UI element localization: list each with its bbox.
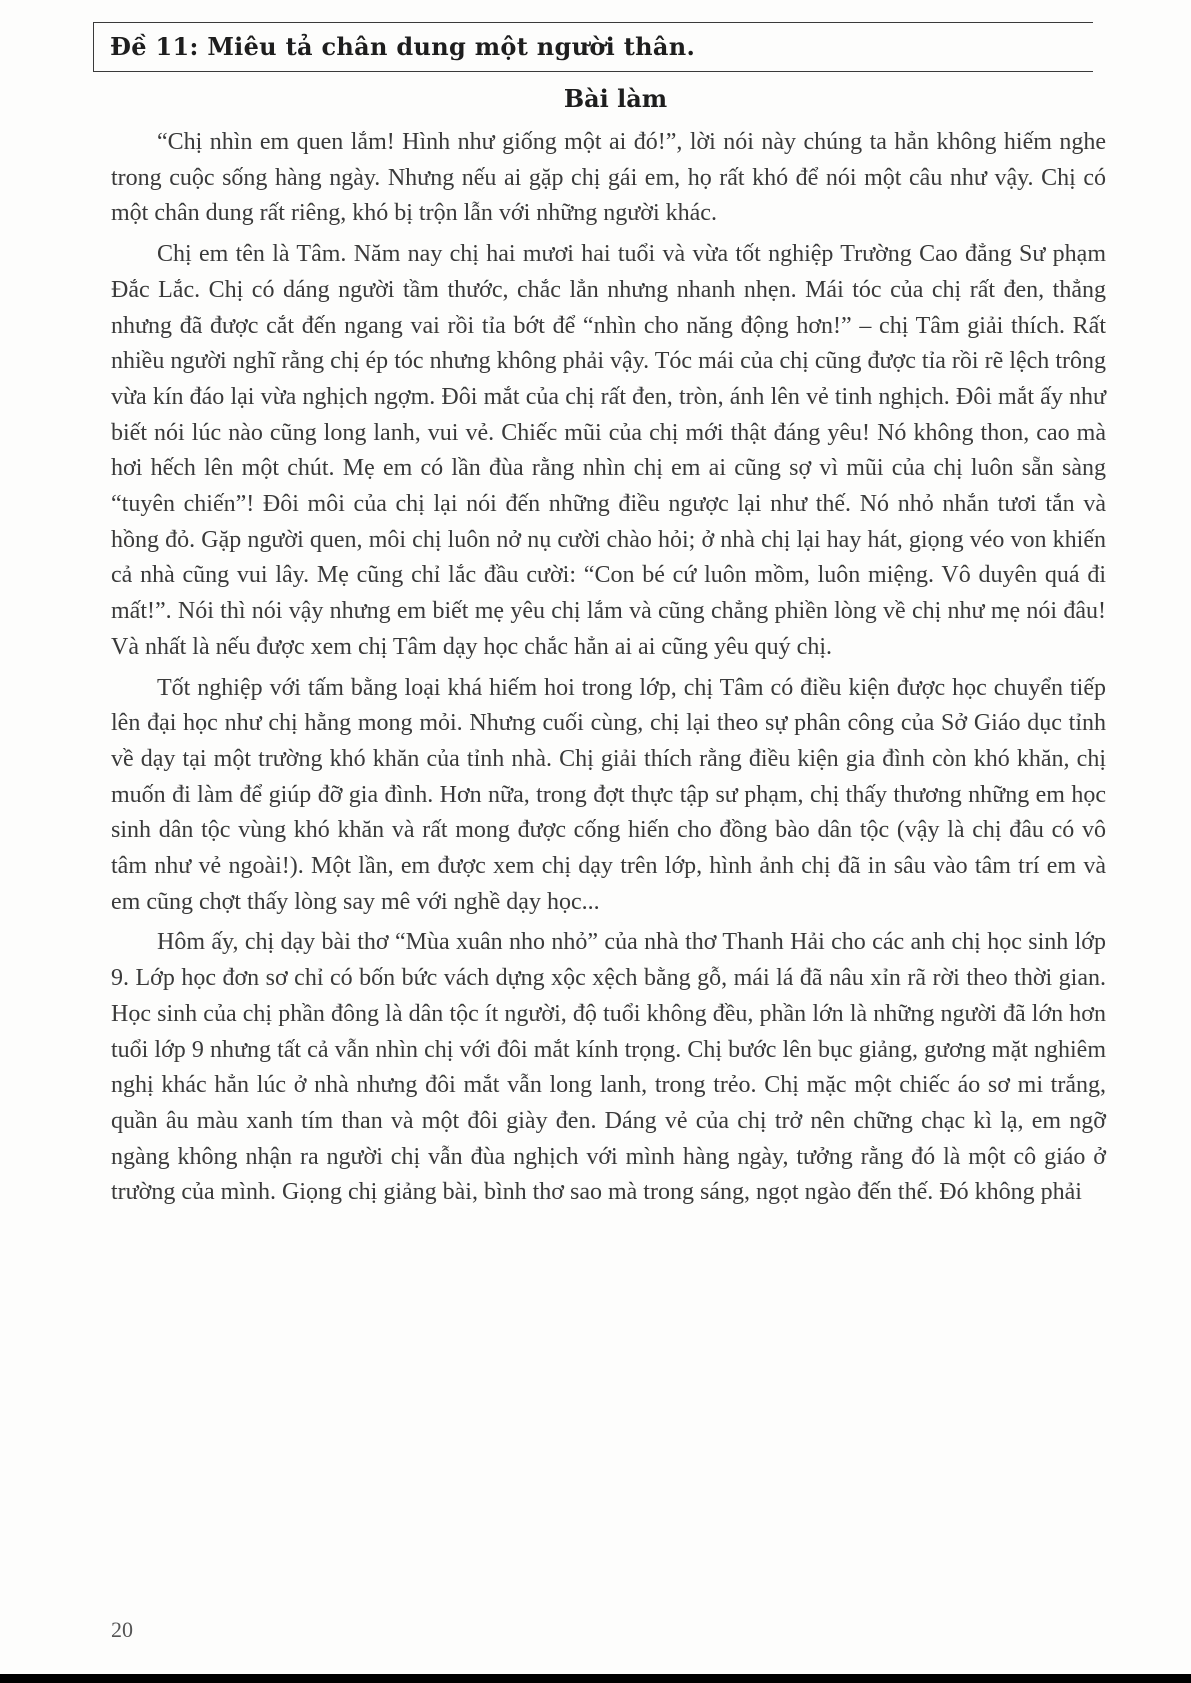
paragraph-1: “Chị nhìn em quen lắm! Hình như giống một ai đó!”, lời nói này chúng ta hẳn không hiếm nghe trong cuộc sống hàng ngày. Nhưng nếu ai gặp chị gái em, họ rất khó để nói một câu như vậy. Chị có một chân dung rất riêng, khó bị trộn lẫn với những người khác. [111, 129, 1106, 227]
essay-heading: Bài làm [563, 84, 668, 113]
essay-body [111, 125, 1106, 1211]
topic-title: Đề 11: Miêu tả chân dung một người thân. [110, 32, 696, 61]
bottom-edge-bar [0, 1674, 1191, 1683]
paragraph-3: Tốt nghiệp với tấm bằng loại khá hiếm hoi trong lớp, chị Tâm có điều kiện được học chuyển tiếp lên đại học như chị hằng mong mỏi. Nhưng cuối cùng, chị lại theo sự phân công của Sở Giáo dục tỉnh về dạy tại một trường khó khăn của tỉnh nhà. Chị giải thích rằng điều kiện gia đình còn khó khăn, chị muốn đi làm để giúp đỡ gia đình. Hơn nữa, trong đợt thực tập sư phạm, chị thấy thương những em học sinh dân tộc vùng khó khăn và rất mong được cống hiến cho đồng bào dân tộc (vậy là chị đâu có vô tâm như vẻ ngoài!). Một lần, em được xem chị dạy trên lớp, hình ảnh chị đã in sâu vào tâm trí em và em cũng chợt thấy lòng say mê với nghề dạy học... [111, 674, 1106, 915]
paragraph-4: Hôm ấy, chị dạy bài thơ “Mùa xuân nho nhỏ” của nhà thơ Thanh Hải cho các anh chị học sinh lớp 9. Lớp học đơn sơ chỉ có bốn bức vách dựng xộc xệch bằng gỗ, mái lá đã nâu xỉn rã rời theo thời gian. Học sinh của chị phần đông là dân tộc ít người, độ tuổi không đều, phần lớn là những người đã lớn hơn tuổi lớp 9 nhưng tất cả vẫn nhìn chị với đôi mắt kính trọng. Chị bước lên bục giảng, gương mặt nghiêm nghị khác hẳn lúc ở nhà nhưng đôi mắt vẫn long lanh, trong trẻo. Chị mặc một chiếc áo sơ mi trắng, quần âu màu xanh tím than và một đôi giày đen. Dáng vẻ của chị trở nên chững chạc kì lạ, em ngỡ ngàng không nhận ra người chị vẫn đùa nghịch với mình hàng ngày, tưởng rằng đó là một cô giáo ở trường của mình. Giọng chị giảng bài, bình thơ sao mà trong sáng, ngọt ngào đến thế. Đó không phải [111, 929, 1106, 1206]
topic-header-box [93, 22, 1093, 72]
page-number: 20 [111, 1617, 133, 1642]
paragraph-2: Chị em tên là Tâm. Năm nay chị hai mươi hai tuổi và vừa tốt nghiệp Trường Cao đẳng Sư phạm Đắc Lắc. Chị có dáng người tầm thước, chắc lẳn nhưng nhanh nhẹn. Mái tóc của chị rất đen, thẳng nhưng đã được cắt đến ngang vai rồi tỉa bớt để “nhìn cho năng động hơn!” – chị Tâm giải thích. Rất nhiều người nghĩ rằng chị ép tóc nhưng không phải vậy. Tóc mái của chị cũng được tỉa rồi rẽ lệch trông vừa kín đáo lại vừa nghịch ngợm. Đôi mắt của chị rất đen, tròn, ánh lên vẻ tinh nghịch. Đôi mắt ấy như biết nói lúc nào cũng long lanh, vui vẻ. Chiếc mũi của chị mới thật đáng yêu! Nó không thon, cao mà hơi hếch lên một chút. Mẹ em có lần đùa rằng nhìn chị em ai cũng sợ vì mũi của chị luôn sẵn sàng “tuyên chiến”! Đôi môi của chị lại nói đến những điều ngược lại như thế. Nó nhỏ nhắn tươi tắn và hồng đỏ. Gặp người quen, môi chị luôn nở nụ cười chào hỏi; ở nhà chị lại hay hát, giọng véo von khiến cả nhà cũng vui lây. Mẹ cũng chỉ lắc đầu cười: “Con bé cứ luôn mồm, luôn miệng. Vô duyên quá đi mất!”. Nói thì nói vậy nhưng em biết mẹ yêu chị lắm và cũng chẳng phiền lòng về chị như mẹ nói đâu! Và nhất là nếu được xem chị Tâm dạy học chắc hẳn ai ai cũng yêu quý chị. [111, 241, 1106, 660]
